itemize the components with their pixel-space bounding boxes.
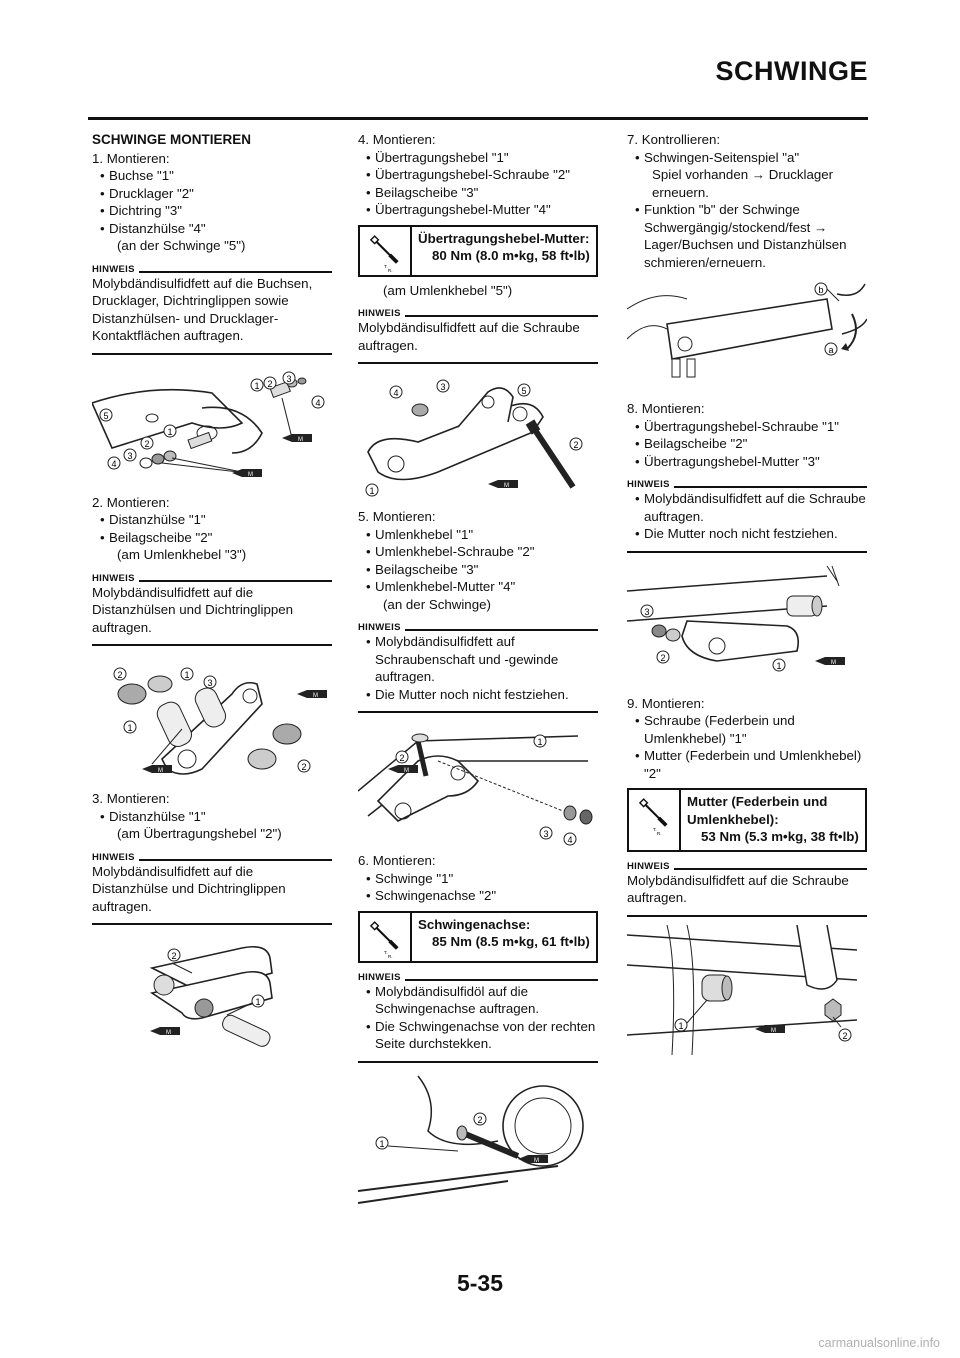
note-end-rule xyxy=(92,644,332,646)
note-end-rule xyxy=(92,353,332,355)
torque-spec-value: 53 Nm (5.3 m•kg, 38 ft•lb) xyxy=(701,829,859,844)
svg-text:2: 2 xyxy=(301,762,307,772)
step-1-item-4-location: (an der Schwinge "5") xyxy=(117,238,246,253)
note-item-2: • Die Schwingenachse von der rechten Seite durchstekken. xyxy=(358,1018,598,1053)
step-1-item-1: • Buchse "1" xyxy=(92,167,332,185)
torque-spec-title: Übertragungshebel-Mutter: xyxy=(418,230,590,246)
svg-text:4: 4 xyxy=(111,458,117,469)
step-6-item-2: • Schwingenachse "2" xyxy=(358,887,598,905)
svg-text:1: 1 xyxy=(254,380,260,391)
svg-text:2: 2 xyxy=(842,1030,848,1041)
svg-text:5: 5 xyxy=(103,410,109,421)
note-label: HINWEIS xyxy=(358,308,401,319)
svg-text:3: 3 xyxy=(644,606,650,617)
step-4-item-2: • Übertragungshebel-Schraube "2" xyxy=(358,166,598,184)
page-title: SCHWINGE xyxy=(715,56,868,86)
note-header xyxy=(92,573,332,584)
note-item-2: • Die Mutter noch nicht festziehen. xyxy=(627,525,867,543)
note-header xyxy=(358,308,598,319)
figure-swingarm-bushings xyxy=(92,363,332,488)
note-item-1: • Molybdändisulfidfett auf Schraubenschaft und -gewinde auftragen. xyxy=(358,633,598,686)
note-end-rule xyxy=(358,362,598,364)
torque-spec-value: 80 Nm (8.0 m•kg, 58 ft•lb) xyxy=(432,248,590,263)
page-number: 5-35 xyxy=(456,1270,504,1296)
step-4-location: (am Umlenkhebel "5") xyxy=(383,282,513,298)
torque-wrench-icon xyxy=(360,227,412,275)
svg-text:2: 2 xyxy=(144,438,150,449)
column-3 xyxy=(627,131,867,1061)
step-3-item-1-location: (am Übertragungshebel "2") xyxy=(117,826,282,841)
title-rule xyxy=(88,117,868,120)
svg-text:2: 2 xyxy=(399,753,405,763)
svg-text:M: M xyxy=(831,659,836,666)
note-label: HINWEIS xyxy=(358,622,401,633)
step-5-heading: 5. Montieren: xyxy=(358,509,436,524)
svg-text:2: 2 xyxy=(660,652,666,663)
note-text: Molybdändisulfidfett auf die Distanzhülsen und Dichtringlippen auftragen. xyxy=(92,584,294,635)
step-6-item-1: • Schwinge "1" xyxy=(358,870,598,888)
torque-spec-box xyxy=(358,911,598,963)
svg-text:M: M xyxy=(313,693,318,699)
step-9-item-1: • Schraube (Federbein und Umlenkhebel) "1" xyxy=(627,712,867,747)
note-header xyxy=(627,861,867,872)
svg-text:a: a xyxy=(828,345,834,355)
watermark: carmanualsonline.info xyxy=(818,1336,940,1350)
svg-text:1: 1 xyxy=(369,486,375,496)
svg-text:3: 3 xyxy=(286,373,292,384)
svg-text:3: 3 xyxy=(543,829,549,839)
step-5-item-4-location: (an der Schwinge) xyxy=(383,596,491,612)
note-end-rule xyxy=(627,915,867,917)
figure-connecting-rod-collar xyxy=(92,933,332,1058)
note-label: HINWEIS xyxy=(627,479,670,490)
step-2-heading: 2. Montieren: xyxy=(92,494,170,510)
svg-text:2: 2 xyxy=(171,951,177,961)
step-6-heading: 6. Montieren: xyxy=(358,853,436,868)
note-label: HINWEIS xyxy=(358,971,401,983)
figure-relay-arm-collars xyxy=(92,654,332,784)
step-2-item-2-location: (am Umlenkhebel "3") xyxy=(117,547,247,562)
step-7-heading: 7. Kontrollieren: xyxy=(627,132,721,147)
svg-text:M: M xyxy=(248,471,253,478)
note-header xyxy=(92,852,332,863)
svg-text:1: 1 xyxy=(127,723,133,733)
note-label: HINWEIS xyxy=(92,263,135,275)
figure-shock-absorber-bolt xyxy=(627,925,867,1055)
note-text: Molybdändisulfidfett auf die Distanzhülse und Dichtringlippen auftragen. xyxy=(92,863,286,914)
svg-text:3: 3 xyxy=(440,382,446,392)
svg-text:2: 2 xyxy=(117,670,123,680)
note-text: Molybdändisulfidfett auf die Buchsen, Drucklager, Dichtringlippen sowie Distanzhülsen- und Drucklager-Kontaktflächen auftragen. xyxy=(92,275,313,343)
svg-text:4: 4 xyxy=(393,388,399,398)
note-end-rule xyxy=(92,923,332,925)
note-header xyxy=(627,479,867,490)
svg-text:M: M xyxy=(166,1030,171,1036)
svg-text:M: M xyxy=(404,768,409,774)
step-3-heading: 3. Montieren: xyxy=(92,791,170,806)
torque-spec-box xyxy=(358,225,598,277)
note-header xyxy=(92,264,332,275)
step-5-item-2: • Umlenkhebel-Schraube "2" xyxy=(358,543,598,561)
torque-wrench-icon xyxy=(629,790,681,850)
svg-text:1: 1 xyxy=(537,737,543,747)
step-7-item-1: • Schwingen-Seitenspiel "a" xyxy=(627,149,867,167)
step-4-item-1: • Übertragungshebel "1" xyxy=(358,149,598,167)
svg-text:1: 1 xyxy=(184,670,190,680)
svg-text:4: 4 xyxy=(567,835,573,845)
torque-wrench-icon xyxy=(360,913,412,961)
note-item-1: • Molybdändisulfidfett auf die Schraube auftragen. xyxy=(627,490,867,525)
note-label: HINWEIS xyxy=(627,860,670,872)
step-8-item-2: • Beilagscheibe "2" xyxy=(627,435,867,453)
svg-text:M: M xyxy=(771,1027,776,1034)
svg-text:1: 1 xyxy=(255,997,261,1007)
figure-swingarm-relay-arm xyxy=(358,721,598,846)
svg-text:2: 2 xyxy=(267,378,273,389)
step-4-item-4: • Übertragungshebel-Mutter "4" xyxy=(358,201,598,219)
note-header xyxy=(358,972,598,983)
step-1-item-2: • Drucklager "2" xyxy=(92,185,332,203)
note-text: Molybdändisulfidfett auf die Schraube auftragen. xyxy=(358,320,580,353)
step-8-heading: 8. Montieren: xyxy=(627,401,705,416)
section-heading: SCHWINGE MONTIEREN xyxy=(92,132,252,147)
step-1-heading: 1. Montieren: xyxy=(92,150,170,166)
note-label: HINWEIS xyxy=(92,572,135,584)
svg-text:2: 2 xyxy=(477,1114,483,1125)
svg-text:4: 4 xyxy=(315,397,321,408)
column-2 xyxy=(358,131,598,1212)
torque-spec-value: 85 Nm (8.5 m•kg, 61 ft•lb) xyxy=(432,934,590,949)
svg-text:3: 3 xyxy=(207,678,213,688)
svg-text:3: 3 xyxy=(127,450,133,461)
note-label: HINWEIS xyxy=(92,851,135,863)
svg-text:2: 2 xyxy=(573,440,579,450)
svg-text:5: 5 xyxy=(521,386,527,396)
note-item-1: • Molybdändisulfidöl auf die Schwingenachse auftragen. xyxy=(358,983,598,1018)
svg-text:M: M xyxy=(504,483,509,489)
step-7-item-2: • Funktion "b" der Schwinge Schwergängig/stockend/fest → Lager/Buchsen und Distanzhülsen schmieren/erneuern. xyxy=(627,201,867,271)
step-9-heading: 9. Montieren: xyxy=(627,695,705,711)
step-5-item-1: • Umlenkhebel "1" xyxy=(358,526,598,544)
step-4-item-3: • Beilagscheibe "3" xyxy=(358,184,598,202)
svg-text:b: b xyxy=(818,285,824,295)
column-1 xyxy=(92,131,332,1064)
step-8-item-3: • Übertragungshebel-Mutter "3" xyxy=(627,453,867,471)
figure-swingarm-check xyxy=(627,279,867,394)
step-1-item-4: • Distanzhülse "4" xyxy=(92,220,332,238)
step-2-item-2: • Beilagscheibe "2" xyxy=(92,529,332,547)
figure-relay-arm-bolt-installed xyxy=(627,561,867,689)
step-3-item-1: • Distanzhülse "1" xyxy=(92,808,332,826)
figure-relay-arm-bolt xyxy=(358,372,598,502)
svg-text:1: 1 xyxy=(379,1138,385,1149)
note-end-rule xyxy=(627,551,867,553)
step-8-item-1: • Übertragungshebel-Schraube "1" xyxy=(627,418,867,436)
step-9-item-2: • Mutter (Federbein und Umlenkhebel) "2" xyxy=(627,747,867,782)
svg-text:1: 1 xyxy=(167,426,173,437)
step-5-item-4: • Umlenkhebel-Mutter "4" xyxy=(358,578,598,596)
step-1-item-3: • Dichtring "3" xyxy=(92,202,332,220)
svg-text:M: M xyxy=(534,1157,539,1164)
torque-spec-title: Mutter (Federbein und Umlenkhebel): xyxy=(687,794,828,827)
note-end-rule xyxy=(358,711,598,713)
note-item-2: • Die Mutter noch nicht festziehen. xyxy=(358,686,598,704)
svg-text:1: 1 xyxy=(776,660,782,671)
step-2-item-1: • Distanzhülse "1" xyxy=(92,511,332,529)
figure-pivot-shaft xyxy=(358,1071,598,1206)
note-header xyxy=(358,622,598,633)
note-end-rule xyxy=(358,1061,598,1063)
step-4-heading: 4. Montieren: xyxy=(358,132,436,147)
step-7-item-1-detail: Spiel vorhanden → Drucklager erneuern. xyxy=(652,167,834,200)
svg-text:1: 1 xyxy=(678,1020,684,1031)
torque-spec-title: Schwingenachse: xyxy=(418,916,531,932)
note-text: Molybdändisulfidfett auf die Schraube auftragen. xyxy=(627,872,849,905)
svg-text:M: M xyxy=(298,436,303,443)
step-5-item-3: • Beilagscheibe "3" xyxy=(358,561,598,579)
svg-text:M: M xyxy=(158,768,163,774)
torque-spec-box xyxy=(627,788,867,852)
